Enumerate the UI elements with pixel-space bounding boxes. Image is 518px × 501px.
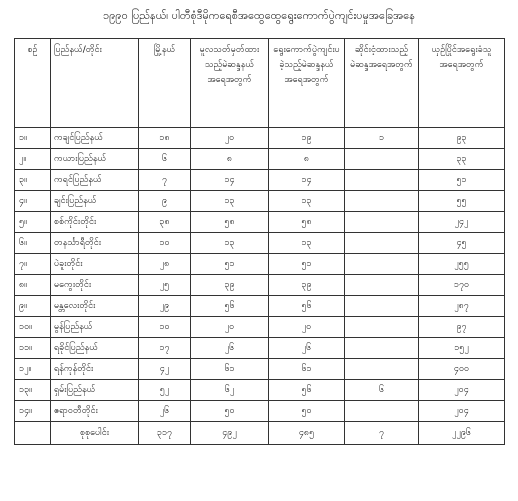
row-division-name: စစ်ကိုင်းတိုင်း bbox=[51, 212, 139, 233]
row-constituencies-listed: ၁၃ bbox=[191, 191, 269, 212]
row-constituencies-listed: ၅၁ bbox=[191, 254, 269, 275]
row-candidates: ၄၀၀ bbox=[419, 359, 505, 380]
row-constituencies-held: ၁၃ bbox=[269, 191, 345, 212]
row-constituencies-listed: ၃၉ bbox=[191, 275, 269, 296]
row-candidates: ၂၀၄ bbox=[419, 380, 505, 401]
row-constituencies-held: ၃၉ bbox=[269, 275, 345, 296]
row-constituencies-postponed bbox=[345, 401, 419, 422]
row-constituencies-postponed bbox=[345, 149, 419, 170]
table-row bbox=[15, 233, 505, 254]
row-seq: ၃။ bbox=[15, 170, 51, 191]
row-townships: ၂၉ bbox=[139, 296, 191, 317]
row-seq: ၁၃။ bbox=[15, 380, 51, 401]
row-candidates: ၅၁ bbox=[419, 170, 505, 191]
table-row bbox=[15, 170, 505, 191]
row-seq: ၄။ bbox=[15, 191, 51, 212]
election-results-table bbox=[14, 38, 505, 445]
row-division-name: ဧရာဝတီတိုင်း bbox=[51, 401, 139, 422]
row-division-name: ချင်းပြည်နယ် bbox=[51, 191, 139, 212]
row-townships: ၁၀ bbox=[139, 233, 191, 254]
row-candidates: ၂၈၇ bbox=[419, 296, 505, 317]
row-candidates: ၃၃ bbox=[419, 149, 505, 170]
row-division-name: ကရင်ပြည်နယ် bbox=[51, 170, 139, 191]
row-constituencies-postponed bbox=[345, 212, 419, 233]
row-constituencies-listed: ၁၄ bbox=[191, 170, 269, 191]
row-townships: ၄၂ bbox=[139, 359, 191, 380]
row-constituencies-held: ၆၁ bbox=[269, 359, 345, 380]
totals-held: ၄၈၅ bbox=[269, 422, 345, 445]
row-constituencies-postponed bbox=[345, 338, 419, 359]
header-constituencies-held: ရွေးကောက်ပွဲကျင်းပခဲ့သည့်မဲဆန္ဒနယ်အရေအတွက် bbox=[269, 39, 345, 128]
header-constituencies-listed: မူလသတ်မှတ်ထားသည့်မဲဆန္ဒနယ်အရေအတွက် bbox=[191, 39, 269, 128]
row-seq: ၅။ bbox=[15, 212, 51, 233]
row-constituencies-listed: ၆၁ bbox=[191, 359, 269, 380]
table-row bbox=[15, 191, 505, 212]
row-townships: ၆ bbox=[139, 149, 191, 170]
row-constituencies-postponed bbox=[345, 233, 419, 254]
row-division-name: ကယားပြည်နယ် bbox=[51, 149, 139, 170]
totals-postponed: ၇ bbox=[345, 422, 419, 445]
header-constituencies-postponed: ဆိုင်းငံ့ထားသည့်မဲဆန္ဒအရေအတွက် bbox=[345, 39, 419, 128]
row-seq: ၈။ bbox=[15, 275, 51, 296]
row-constituencies-postponed bbox=[345, 359, 419, 380]
row-townships: ၂၆ bbox=[139, 401, 191, 422]
row-constituencies-listed: ၅၀ bbox=[191, 401, 269, 422]
row-division-name: ကချင်ပြည်နယ် bbox=[51, 128, 139, 149]
row-candidates: ၂၀၄ bbox=[419, 401, 505, 422]
table-row bbox=[15, 338, 505, 359]
row-constituencies-postponed bbox=[345, 170, 419, 191]
row-candidates: ၅၅ bbox=[419, 191, 505, 212]
row-seq: ၇။ bbox=[15, 254, 51, 275]
row-constituencies-postponed bbox=[345, 275, 419, 296]
row-candidates: ၁၇၀ bbox=[419, 275, 505, 296]
row-constituencies-held: ၅၀ bbox=[269, 401, 345, 422]
row-constituencies-postponed bbox=[345, 191, 419, 212]
row-townships: ၁၀ bbox=[139, 317, 191, 338]
row-constituencies-held: ၈ bbox=[269, 149, 345, 170]
row-seq: ၂။ bbox=[15, 149, 51, 170]
row-candidates: ၂၄၂ bbox=[419, 212, 505, 233]
row-constituencies-held: ၁၄ bbox=[269, 170, 345, 191]
row-townships: ၂၈ bbox=[139, 254, 191, 275]
row-constituencies-postponed bbox=[345, 254, 419, 275]
table-row bbox=[15, 380, 505, 401]
row-seq: ၆။ bbox=[15, 233, 51, 254]
row-constituencies-postponed bbox=[345, 317, 419, 338]
row-constituencies-postponed bbox=[345, 296, 419, 317]
table-row bbox=[15, 149, 505, 170]
row-constituencies-held: ၅၈ bbox=[269, 212, 345, 233]
table-body bbox=[15, 128, 505, 422]
row-division-name: ရှမ်းပြည်နယ် bbox=[51, 380, 139, 401]
row-townships: ၇ bbox=[139, 170, 191, 191]
table-row bbox=[15, 275, 505, 296]
row-division-name: ပဲခူးတိုင်း bbox=[51, 254, 139, 275]
row-candidates: ၂၅၅ bbox=[419, 254, 505, 275]
row-constituencies-listed: ၂၀ bbox=[191, 317, 269, 338]
totals-listed: ၄၉၂ bbox=[191, 422, 269, 445]
table-row bbox=[15, 359, 505, 380]
totals-label: စုစုပေါင်း bbox=[51, 422, 139, 445]
row-division-name: ရန်ကုန်တိုင်း bbox=[51, 359, 139, 380]
row-seq: ၁၁။ bbox=[15, 338, 51, 359]
row-constituencies-listed: ၁၃ bbox=[191, 233, 269, 254]
row-constituencies-listed: ၂၆ bbox=[191, 338, 269, 359]
row-seq: ၉။ bbox=[15, 296, 51, 317]
header-division: ပြည်နယ်/တိုင်း bbox=[51, 39, 139, 128]
totals-row bbox=[15, 422, 505, 445]
row-division-name: မန္တလေးတိုင်း bbox=[51, 296, 139, 317]
row-townships: ၅၂ bbox=[139, 380, 191, 401]
row-constituencies-held: ၁၉ bbox=[269, 128, 345, 149]
page-title: ၁၉၉၀ ပြည်နယ်၊ ပါတီစုံဒီမိုကရေစီအထွေထွေရွေးကောက်ပွဲကျင်းပမှုအခြေအနေ bbox=[103, 9, 415, 22]
row-candidates: ၁၅၂ bbox=[419, 338, 505, 359]
table-header-row bbox=[15, 39, 505, 128]
row-townships: ၂၅ bbox=[139, 275, 191, 296]
table-row bbox=[15, 296, 505, 317]
row-constituencies-postponed: ၆ bbox=[345, 380, 419, 401]
totals-townships: ၃၁၇ bbox=[139, 422, 191, 445]
row-candidates: ၉၇ bbox=[419, 317, 505, 338]
row-seq: ၁၂။ bbox=[15, 359, 51, 380]
row-constituencies-listed: ၅၆ bbox=[191, 296, 269, 317]
table-row bbox=[15, 128, 505, 149]
header-seq: စဉ် bbox=[15, 39, 51, 128]
row-constituencies-postponed: ၁ bbox=[345, 128, 419, 149]
row-constituencies-held: ၅၆ bbox=[269, 380, 345, 401]
row-division-name: ရခိုင်ပြည်နယ် bbox=[51, 338, 139, 359]
header-townships: မြို့နယ် bbox=[139, 39, 191, 128]
row-division-name: မကွေးတိုင်း bbox=[51, 275, 139, 296]
row-candidates: ၉၃ bbox=[419, 128, 505, 149]
row-townships: ၁၈ bbox=[139, 128, 191, 149]
row-townships: ၁၇ bbox=[139, 338, 191, 359]
table-row bbox=[15, 212, 505, 233]
row-townships: ၃၈ bbox=[139, 212, 191, 233]
row-division-name: တနင်္သာရီတိုင်း bbox=[51, 233, 139, 254]
row-constituencies-held: ၂၆ bbox=[269, 338, 345, 359]
row-constituencies-listed: ၈ bbox=[191, 149, 269, 170]
row-seq: ၁၄။ bbox=[15, 401, 51, 422]
row-townships: ၉ bbox=[139, 191, 191, 212]
row-constituencies-held: ၂၀ bbox=[269, 317, 345, 338]
table-row bbox=[15, 317, 505, 338]
row-constituencies-held: ၁၃ bbox=[269, 233, 345, 254]
totals-candidates: ၂၂၉၆ bbox=[419, 422, 505, 445]
totals-seq-cell bbox=[15, 422, 51, 445]
row-constituencies-listed: ၅၈ bbox=[191, 212, 269, 233]
row-seq: ၁။ bbox=[15, 128, 51, 149]
row-constituencies-held: ၅၆ bbox=[269, 296, 345, 317]
row-constituencies-held: ၅၁ bbox=[269, 254, 345, 275]
header-candidates: ယှဉ်ပြိုင်အရွေးခံသူအရေအတွက် bbox=[419, 39, 505, 128]
table-row bbox=[15, 401, 505, 422]
row-constituencies-listed: ၆၂ bbox=[191, 380, 269, 401]
row-constituencies-listed: ၂၀ bbox=[191, 128, 269, 149]
row-seq: ၁၀။ bbox=[15, 317, 51, 338]
table-row bbox=[15, 254, 505, 275]
row-candidates: ၄၅ bbox=[419, 233, 505, 254]
row-division-name: မွန်ပြည်နယ် bbox=[51, 317, 139, 338]
